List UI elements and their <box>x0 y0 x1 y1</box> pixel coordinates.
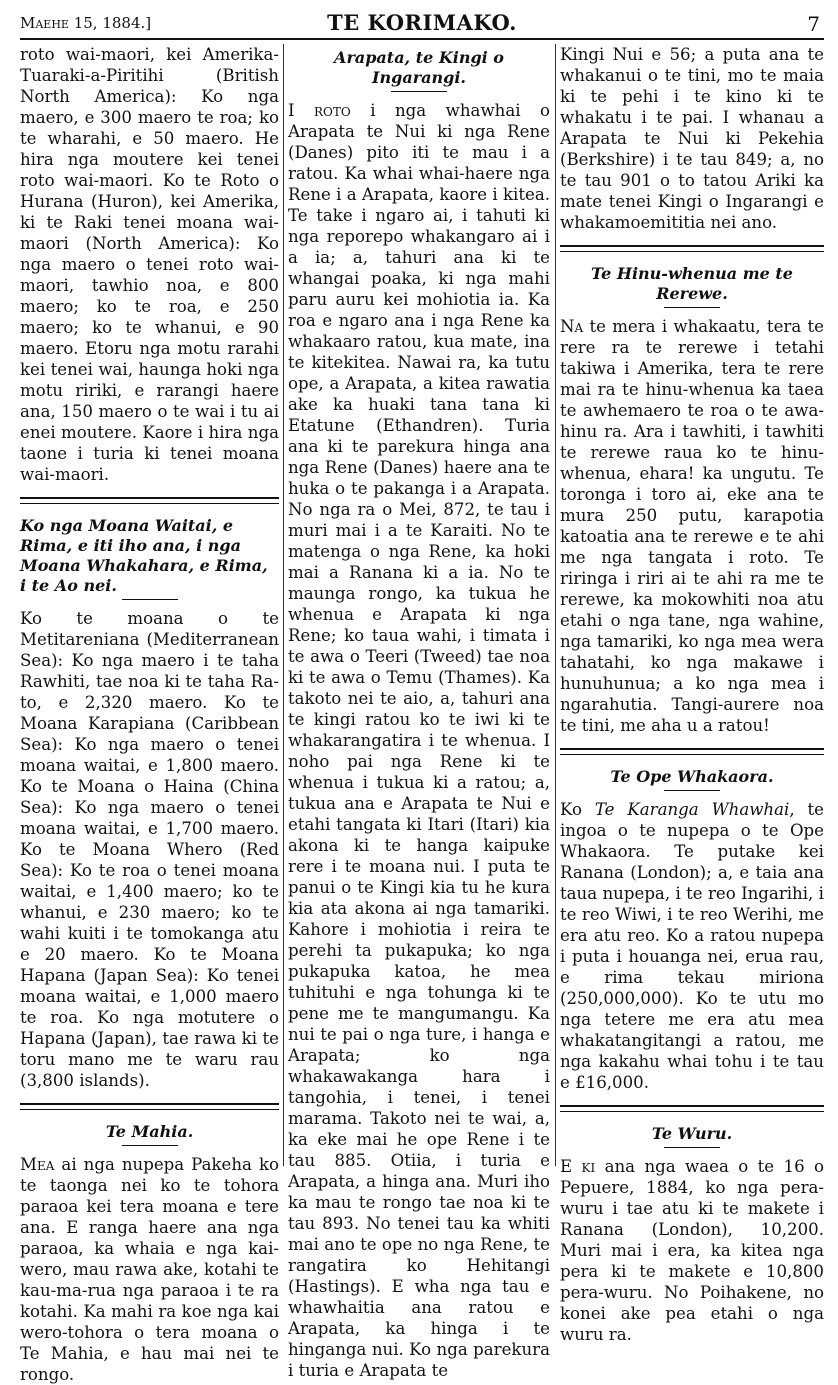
column-1 <box>20 44 279 1384</box>
lead-word: E ki <box>560 1157 596 1176</box>
article-paragraph <box>560 316 824 736</box>
column-rule-1 <box>283 44 284 1166</box>
issue-date: Maehe 15, 1884.] <box>20 14 152 32</box>
article-paragraph <box>288 100 550 1381</box>
article-heading-seas: Ko nga Moana Waitai, e Rima, e iti iho ana, i nga Moana Whakahara, e Rima, i te Ao nei. <box>20 516 268 595</box>
article-heading-hinu-whenua: Te Hinu-whenua me te Rerewe. <box>591 264 793 303</box>
article-paragraph: roto wai-maori, kei Amerika-Tuaraki-a-Piritihi (British North America): Ko nga maero, e 300 maero te roa; ko te wharahi, e 50 maero. He hira nga moutere kei tenei roto wai-maori. Ko te Roto o Hurana (Huron), kei Amerika, ki te Raki tenei moana wai-maori (North America): Ko nga maero o tenei roto wai-maori, tawhio noa, e 800 maero; ko te roa, e 250 maero; ko te whanui, e 90 maero. Etoru nga motu rarahi kei tenei wai, haunga hoki nga motu ririki, e rarangi haere ana, 150 maero o te wai i tu ai enei moutere. Kaore i hira nga taone i turia ki tenei moana wai-maori. <box>20 45 279 484</box>
heading-rule <box>122 599 178 600</box>
article-paragraph: Ko te moana o te Metitareniana (Mediterranean Sea): Ko nga maero i te taha Rawhiti, tae noa ki te taha Ra-to, e 2,320 maero. Ko te Moana Karapiana (Caribbean Sea): Ko nga maero o tenei moana waitai, e 1,800 maero. Ko te Moana o Haina (China Sea): Ko nga maero o tenei moana waitai, e 1,700 maero. Ko te Moana Whero (Red Sea): Ko te roa o tenei moana waitai, e 1,400 maero; ko te whanui, e 230 maero; ko te wahi kuiti i te tomokanga atu e 20 maero. Ko te Moana Hapana (Japan Sea): Ko tenei moana waitai, e 1,000 maero te roa. Ko nga motutere o Hapana (Japan), tae rawa ki te toru mano me te waru rau (3,800 islands). <box>20 609 279 1090</box>
article-paragraph <box>560 1156 824 1345</box>
column-rule-2 <box>555 44 556 1166</box>
article-heading-arapata: Arapata, te Kingi o Ingarangi. <box>334 48 504 87</box>
section-separator <box>560 748 824 755</box>
lead-word: Mea <box>20 1155 55 1174</box>
article-paragraph <box>560 799 824 1093</box>
heading-rule <box>664 1147 720 1148</box>
newspaper-title: TE KORIMAKO. <box>327 10 517 35</box>
paragraph-text: ana nga waea o te 16 o Pepuere, 1884, ko nga pera-wuru i tae atu ki te makete i Ranana (London), 10,200. Muri mai i era, ka kitea nga pera ki te makete e 10,800 pera-wuru. No Poihakene, no konei ake pea etahi o nga wuru ra. <box>560 1157 825 1344</box>
paragraph-text: i nga whawhai o Arapata te Nui ki nga Rene (Danes) pito iti te mau i a ratou. Ka whai whai-haere nga Rene i a Arapata, kaore i kitea. Te take i ngaro ai, i tahuti ki nga reporepo whakangaro ai i a ia; a, tahuri ana ki te whangai poaka, ki nga mahi paru auru kei mohiotia ia. Ka roa e ngaro ana i nga Rene ka whakaaro ratou, kua mate, ina te kitekitea. Nawai ra, ka tutu ope, a Arapata, a kitea rawatia ake ka huaki tana tana ki Etatune (Ethandren). Turia ana ki te parekura hinga ana nga Rene (Danes) haere ana te huka o te pakanga i a Arapata. No nga ra o Mei, 872, te tau i muri mai i a te Karaiti. No te matenga o nga Rene, ka hoki mai a Ranana ki a ia. No te maunga rongo, ka tukua he whenua e Arapata ki nga Rene; ko taua wahi, i timata i te awa o Teeri (Tweed) tae noa ki te awa o Temu (Thames). Ka takoto nei te aio, a, tahuri ana te kingi ratou ko te iwi ki te whakarangatira i te whenua. I noho pai nga Rene ki te whenua i tukua ki a ratou; a, tukua ana e Arapata te Nui e etahi tangata ki Itari (Itari) kia akona ki te hanga kaipuke rere i te moana nui. I puta te panui o te Kingi kia tu he kura kia ata akona ai nga tamariki. Kahore i mohiotia i reira te perehi ta pukapuka; ko nga pukapuka katoa, he mea tuhituhi e nga tohunga ki te pene me te mangumangu. Ka nui te pai o nga ture, i hanga e Arapata; ko nga whakawakanga hara i tangohia, i tenei, i tenei marama. Takoto nei te wai, a, ka eke mai he ope Rene i te tau 885. Otiia, i turia e Arapata, a hinga ana. Muri iho ka mau te rongo tae noa ki te tau 893. No tenei tau ka whiti mai ano te ope no nga Rene, te rangatira ko Hehitangi (Hastings). E wha nga tau e whawhaitia ana ratou e Arapata, ka hinga i te hinganga nui. Ko nga parekura i turia e Arapata te <box>288 101 550 1380</box>
lead-word: Na <box>560 317 584 336</box>
heading-rule <box>391 91 447 92</box>
lead-word: I roto <box>288 101 351 120</box>
masthead <box>20 4 824 40</box>
section-separator <box>20 497 279 504</box>
column-3 <box>560 44 825 1344</box>
heading-rule <box>664 790 720 791</box>
heading-rule <box>664 307 720 308</box>
paragraph-text: ai nga nupepa Pakeha ko te taonga nei ko te tohora paraoa kei tera moana e tere ana. E ranga haere ana nga paraoa, ka whaia e nga kai-wero, mau rawa ake, kotahi te kau-ma-rua nga paraoa i te ra kotahi. Ka mahi ra koe nga kai wero-tohora o tera moana o Te Mahia, e hau mai nei te rongo. <box>20 1155 279 1384</box>
article-paragraph: Kingi Nui e 56; a puta ana te whakanui o te tini, mo te maia ki te pehi i te kino ki te whakatu i te pai. I whanau a Arapata te Nui ki Pekehia (Berkshire) i te tau 849; a, no te tau 901 o to tatou Ariki ka mate tenei Kingi o Ingarangi e whakamoemititia nei ano. <box>560 45 824 232</box>
article-heading-wuru: Te Wuru. <box>651 1124 733 1143</box>
paragraph-text: te mera i whakaatu, tera te rere ra te rerewe i tetahi takiwa i Amerika, tera te rere mai ra te hinu-whenua ka taea te awhemaero te roa o te awa-hinu ra. Ara i tawhiti, i tawhiti te rerewe raua ko te hinu-whenua, ehara! ka ungutu. Te toronga i toro ai, eke ana te mura 250 putu, karapotia katoatia ana te rerewe e te ahi me nga tangata i roto. Te riringa i riri ai te ahi ra me te rerewe, ka mokowhiti noa atu etahi o nga tane, nga wahine, nga tamariki, ko nga mea wera tahatahi, ko nga makawe i hunuhunua; a ko nga mea i ngarahutia. Tangi-aurere noa te tini, me aha u a ratou! <box>560 317 824 735</box>
newspaper-name: Te Karanga Whawhai <box>594 800 790 819</box>
section-separator <box>560 1105 824 1112</box>
section-separator <box>20 1103 279 1110</box>
paragraph-text: Ko <box>560 800 595 819</box>
column-2 <box>288 44 550 1380</box>
article-heading-mahia: Te Mahia. <box>105 1122 194 1141</box>
page-number: 7 <box>807 12 820 36</box>
section-separator <box>560 245 824 252</box>
paragraph-text: , te ingoa o te nupepa o te Ope Whakaora. Te putake kei Ranana (London); a, e taia ana taua nupepa, i te reo Ingarihi, i te reo Wiwi, i te reo Werihi, me era atu reo. Ko a ratou nupepa i puta i houanga nei, erua rau, e rima tekau miriona (250,000,000). Ko te utu mo nga tetere me era atu mea whakatangitangi a ratou, me nga kakahu whai tohu i te tau e £16,000. <box>560 800 824 1092</box>
heading-rule <box>122 1145 178 1146</box>
article-heading-ope-whakaora: Te Ope Whakaora. <box>610 767 774 786</box>
article-paragraph <box>20 1154 279 1385</box>
